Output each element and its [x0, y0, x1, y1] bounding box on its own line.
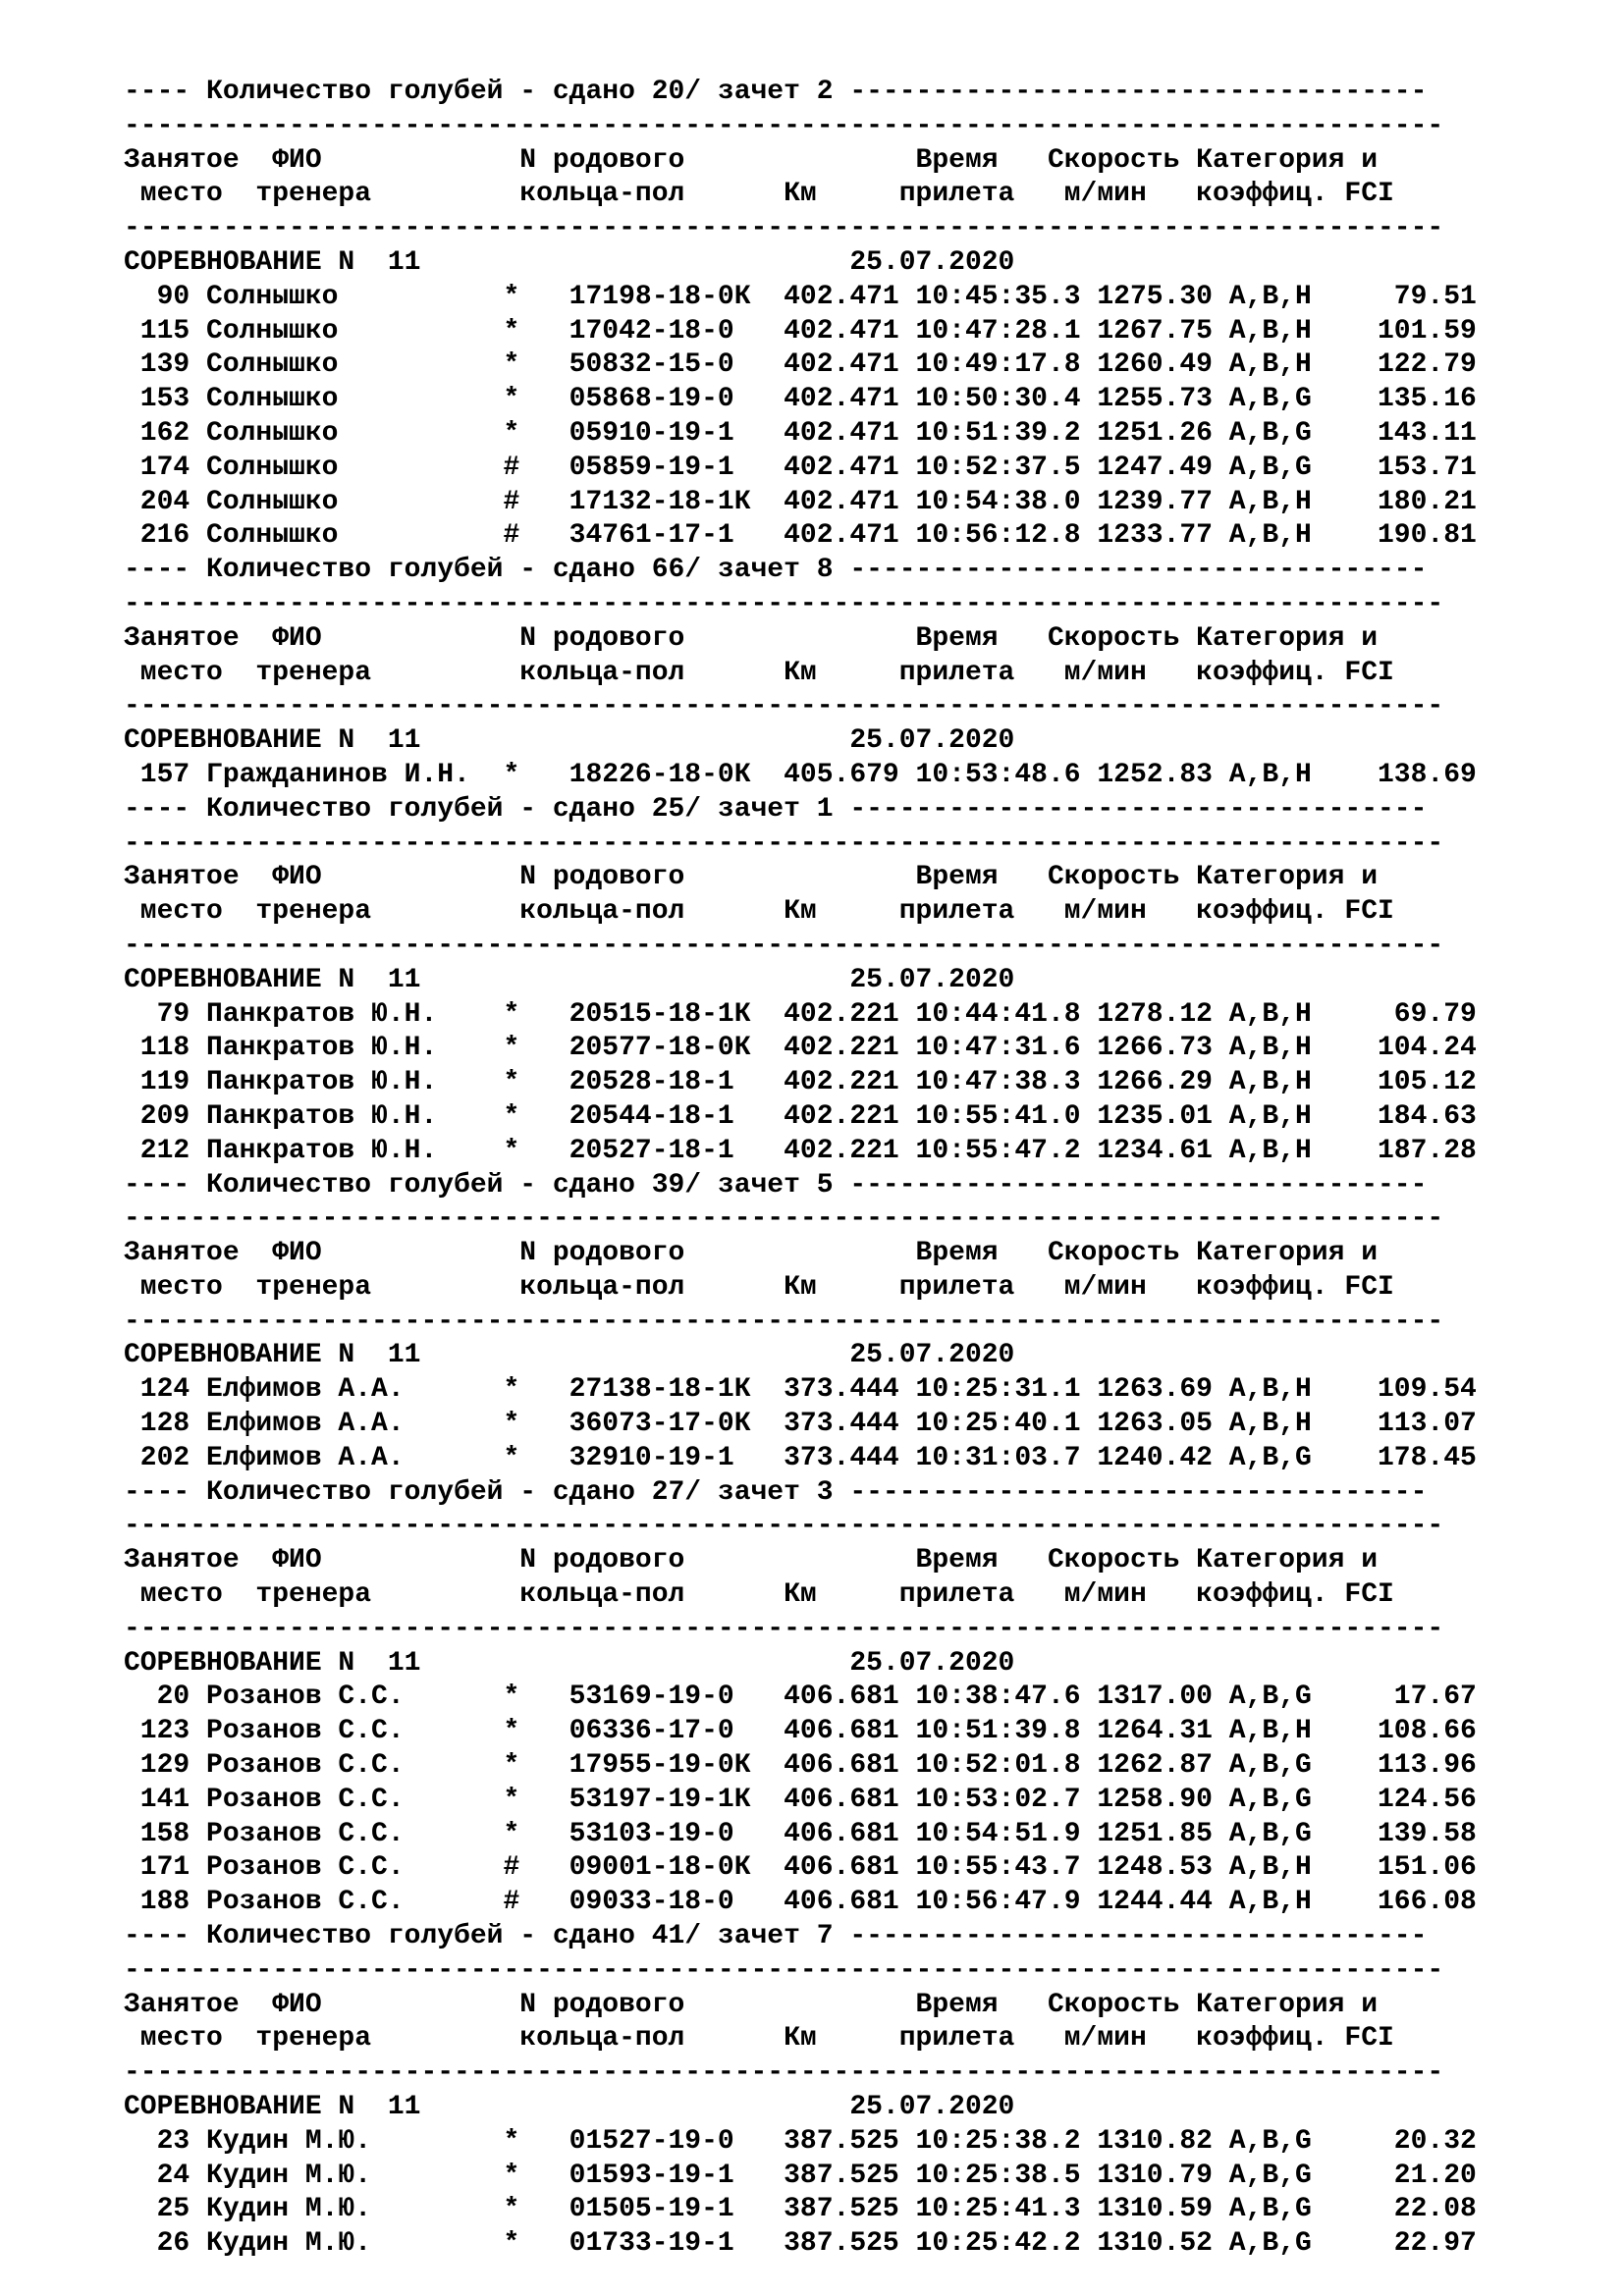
separator-line: -------------------------------------------------------------------------------- — [124, 588, 1444, 619]
result-row: 128 Елфимов А.А. * 36073-17-0К 373.444 10:25:40.1 1263.05 A,B,H 113.07 — [124, 1409, 1477, 1440]
result-row: 209 Панкратов Ю.Н. * 20544-18-1 402.221 10:55:41.0 1235.01 A,B,H 184.63 — [124, 1100, 1477, 1132]
pigeon-count-summary: ---- Количество голубей - сдано 20/ зачет 2 ----------------------------------- — [124, 77, 1428, 107]
column-header: Занятое ФИО N родового Время Скорость Категория и — [124, 622, 1379, 654]
separator-line: -------------------------------------------------------------------------------- — [124, 1613, 1444, 1644]
column-header: Занятое ФИО N родового Время Скорость Категория и — [124, 1545, 1379, 1576]
separator-line: -------------------------------------------------------------------------------- — [124, 828, 1444, 859]
result-row: 202 Елфимов А.А. * 32910-19-1 373.444 10:31:03.7 1240.42 A,B,G 178.45 — [124, 1442, 1477, 1473]
column-header: место тренера кольца-пол Км прилета м/мин коэффиц. FCI — [124, 179, 1394, 210]
pigeon-count-summary: ---- Количество голубей - сдано 66/ зачет 8 ----------------------------------- — [124, 555, 1428, 586]
result-row: 90 Солнышко * 17198-18-0К 402.471 10:45:35.3 1275.30 A,B,H 79.51 — [124, 281, 1477, 312]
separator-line: -------------------------------------------------------------------------------- — [124, 213, 1444, 244]
column-header: место тренера кольца-пол Км прилета м/мин коэффиц. FCI — [124, 1271, 1394, 1303]
result-row: 174 Солнышко # 05859-19-1 402.471 10:52:37.5 1247.49 A,B,G 153.71 — [124, 452, 1477, 483]
result-row: 141 Розанов С.С. * 53197-19-1К 406.681 10:53:02.7 1258.90 A,B,G 124.56 — [124, 1784, 1477, 1815]
result-row: 124 Елфимов А.А. * 27138-18-1К 373.444 10:25:31.1 1263.69 A,B,H 109.54 — [124, 1374, 1477, 1406]
result-row: 212 Панкратов Ю.Н. * 20527-18-1 402.221 10:55:47.2 1234.61 A,B,H 187.28 — [124, 1135, 1477, 1166]
competition-heading: СОРЕВНОВАНИЕ N 11 25.07.2020 — [124, 725, 1015, 757]
pigeon-count-summary: ---- Количество голубей - сдано 27/ зачет 3 ----------------------------------- — [124, 1476, 1428, 1508]
column-header: Занятое ФИО N родового Время Скорость Категория и — [124, 1238, 1379, 1269]
column-header: Занятое ФИО N родового Время Скорость Категория и — [124, 1989, 1379, 2020]
competition-heading: СОРЕВНОВАНИЕ N 11 25.07.2020 — [124, 246, 1015, 278]
result-row: 139 Солнышко * 50832-15-0 402.471 10:49:17.8 1260.49 A,B,H 122.79 — [124, 349, 1477, 381]
result-row: 26 Кудин М.Ю. * 01733-19-1 387.525 10:25:42.2 1310.52 A,B,G 22.97 — [124, 2228, 1477, 2260]
separator-line: -------------------------------------------------------------------------------- — [124, 1306, 1444, 1337]
separator-line: -------------------------------------------------------------------------------- — [124, 691, 1444, 722]
column-header: место тренера кольца-пол Км прилета м/мин коэффиц. FCI — [124, 657, 1394, 688]
result-row: 162 Солнышко * 05910-19-1 402.471 10:51:39.2 1251.26 A,B,G 143.11 — [124, 417, 1477, 449]
result-row: 24 Кудин М.Ю. * 01593-19-1 387.525 10:25:38.5 1310.79 A,B,G 21.20 — [124, 2160, 1477, 2191]
result-row: 188 Розанов С.С. # 09033-18-0 406.681 10:56:47.9 1244.44 A,B,H 166.08 — [124, 1887, 1477, 1918]
result-row: 129 Розанов С.С. * 17955-19-0К 406.681 10:52:01.8 1262.87 A,B,G 113.96 — [124, 1750, 1477, 1782]
separator-line: -------------------------------------------------------------------------------- — [124, 1954, 1444, 1986]
result-row: 153 Солнышко * 05868-19-0 402.471 10:50:30.4 1255.73 A,B,G 135.16 — [124, 384, 1477, 415]
pigeon-count-summary: ---- Количество голубей - сдано 41/ зачет 7 ----------------------------------- — [124, 1921, 1428, 1952]
result-row: 171 Розанов С.С. # 09001-18-0К 406.681 10:55:43.7 1248.53 A,B,H 151.06 — [124, 1852, 1477, 1884]
competition-heading: СОРЕВНОВАНИЕ N 11 25.07.2020 — [124, 1340, 1015, 1371]
result-row: 79 Панкратов Ю.Н. * 20515-18-1К 402.221 10:44:41.8 1278.12 A,B,H 69.79 — [124, 998, 1477, 1030]
column-header: Занятое ФИО N родового Время Скорость Категория и — [124, 144, 1379, 176]
competition-heading: СОРЕВНОВАНИЕ N 11 25.07.2020 — [124, 964, 1015, 995]
result-row: 119 Панкратов Ю.Н. * 20528-18-1 402.221 10:47:38.3 1266.29 A,B,H 105.12 — [124, 1067, 1477, 1098]
column-header: Занятое ФИО N родового Время Скорость Категория и — [124, 862, 1379, 893]
pigeon-count-summary: ---- Количество голубей - сдано 25/ зачет 1 ----------------------------------- — [124, 793, 1428, 825]
competition-heading: СОРЕВНОВАНИЕ N 11 25.07.2020 — [124, 2092, 1015, 2123]
separator-line: -------------------------------------------------------------------------------- — [124, 110, 1444, 141]
result-row: 25 Кудин М.Ю. * 01505-19-1 387.525 10:25:41.3 1310.59 A,B,G 22.08 — [124, 2194, 1477, 2225]
result-row: 216 Солнышко # 34761-17-1 402.471 10:56:12.8 1233.77 A,B,H 190.81 — [124, 520, 1477, 552]
result-row: 123 Розанов С.С. * 06336-17-0 406.681 10:51:39.8 1264.31 A,B,H 108.66 — [124, 1716, 1477, 1747]
column-header: место тренера кольца-пол Км прилета м/мин коэффиц. FCI — [124, 896, 1394, 928]
separator-line: -------------------------------------------------------------------------------- — [124, 1203, 1444, 1235]
separator-line: -------------------------------------------------------------------------------- — [124, 1511, 1444, 1542]
separator-line: -------------------------------------------------------------------------------- — [124, 930, 1444, 961]
result-row: 157 Гражданинов И.Н. * 18226-18-0К 405.679 10:53:48.6 1252.83 A,B,H 138.69 — [124, 759, 1477, 790]
separator-line: -------------------------------------------------------------------------------- — [124, 2057, 1444, 2089]
result-row: 158 Розанов С.С. * 53103-19-0 406.681 10:54:51.9 1251.85 A,B,G 139.58 — [124, 1818, 1477, 1849]
result-row: 115 Солнышко * 17042-18-0 402.471 10:47:28.1 1267.75 A,B,H 101.59 — [124, 315, 1477, 347]
result-row: 20 Розанов С.С. * 53169-19-0 406.681 10:38:47.6 1317.00 A,B,G 17.67 — [124, 1682, 1477, 1713]
competition-heading: СОРЕВНОВАНИЕ N 11 25.07.2020 — [124, 1647, 1015, 1679]
result-row: 23 Кудин М.Ю. * 01527-19-0 387.525 10:25:38.2 1310.82 A,B,G 20.32 — [124, 2125, 1477, 2157]
pigeon-count-summary: ---- Количество голубей - сдано 39/ зачет 5 ----------------------------------- — [124, 1169, 1428, 1201]
result-row: 204 Солнышко # 17132-18-1К 402.471 10:54:38.0 1239.77 A,B,H 180.21 — [124, 486, 1477, 517]
result-row: 118 Панкратов Ю.Н. * 20577-18-0К 402.221 10:47:31.6 1266.73 A,B,H 104.24 — [124, 1033, 1477, 1064]
column-header: место тренера кольца-пол Км прилета м/мин коэффиц. FCI — [124, 1579, 1394, 1611]
column-header: место тренера кольца-пол Км прилета м/мин коэффиц. FCI — [124, 2023, 1394, 2055]
